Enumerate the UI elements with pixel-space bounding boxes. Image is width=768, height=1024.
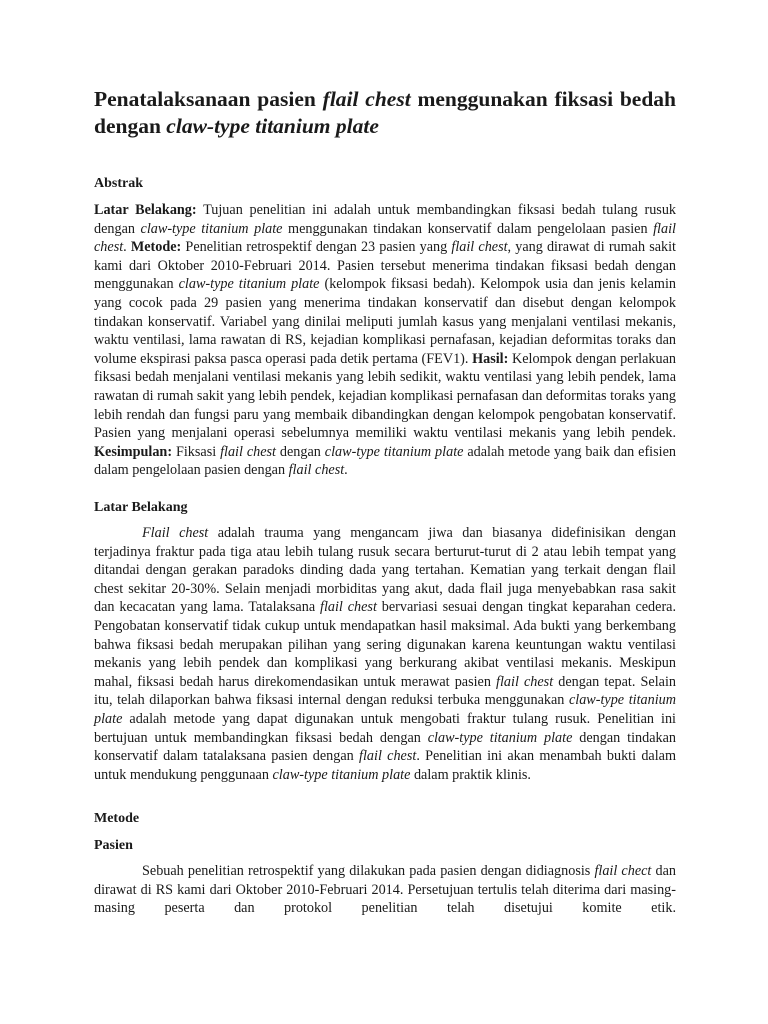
text-run: dalam praktik klinis. [410,766,531,783]
title-text-1: Penatalaksanaan pasien [94,87,323,111]
text-run: . [344,462,348,479]
text-run: dan dirawat di RS kami dari Oktober 2010-Februari 2014. Persetujuan tertulis telah diterima dari masing-masing peserta dan protokol penelitian telah disetujui komite etik. [94,863,676,917]
italic-run: Flail chest [142,525,209,541]
text-run: dengan [276,443,325,460]
abstract-paragraph [94,201,676,480]
italic-run: flail chest [320,599,377,616]
title-text-2: menggunakan fiksasi bedah dengan [94,87,677,138]
italic-run: claw-type titanium plate [272,766,411,783]
text-run: Kelompok dengan perlakuan fiksasi bedah menjalani ventilasi mekanis yang lebih sedikit, waktu ventilasi yang lebih pendek, lama rawatan di rumah sakit yang lebih pendek, kejadian komplikasi pernafasan dan deformitas toraks yang lebih rendah dan fungsi paru yang membaik dibandingkan dengan kelompok pengobatan konservatif. Pasien yang menjalani operasi sebelumnya memiliki waktu ventilasi mekanis yang lebih pendek. [94,350,677,442]
italic-run: claw-type titanium plate [94,692,676,727]
italic-run: flail chest [359,748,417,765]
italic-run: flail chest [451,239,508,256]
italic-run: flail chest [220,443,276,460]
italic-run: flail chest [496,673,554,690]
text-run: bervariasi sesuai dengan tingkat keparahan cedera. Pengobatan konservatif tidak cukup untuk mendapatkan hasil maksimal. Ada bukti yang berkembang bahwa fiksasi bedah merupakan pilihan yang sering digunakan karena keuntungan waktu ventilasi mekanis yang lebih pendek dan komplikasi yang berkurang akibat ventilasi mekanis. Meskipun mahal, fiksasi bedah harus direkomendasikan untuk merawat pasien [94,599,677,690]
background-heading: Latar Belakang [94,500,188,515]
title-italic-2: claw-type titanium plate [166,114,379,138]
text-run: . [123,239,131,256]
italic-run: flail chect [594,863,652,879]
italic-run: claw-type titanium plate [140,220,283,237]
bold-run: Metode: [130,239,182,256]
italic-run: claw-type titanium plate [427,729,573,746]
text-run: . Penelitian ini akan menambah bukti dalam untuk mendukung penggunaan [94,748,676,783]
text-run: menggunakan tindakan konservatif dalam pengelolaan pasien [282,220,654,237]
italic-run: flail chest [94,220,676,256]
text-run: Tujuan penelitian ini adalah untuk membandingkan fiksasi bedah tulang rusuk dengan [94,202,677,237]
text-run: , yang dirawat di rumah sakit kami dari Oktober 2010-Februari 2014. Pasien tersebut menerima tindakan fiksasi bedah dengan menggunakan [94,239,676,293]
background-paragraph [94,524,676,784]
italic-run: claw-type titanium plate [178,276,320,293]
text-run: Fiksasi [172,443,221,460]
text-run: adalah metode yang dapat digunakan untuk mengobati fraktur tulang rusuk. Penelitian ini bertujuan untuk membandingkan fiksasi bedah dengan [94,710,676,746]
text-run: Sebuah penelitian retrospektif yang dilakukan pada pasien dengan didiagnosis [142,863,595,879]
methods-heading: Metode [94,811,140,826]
italic-run: flail chest [288,462,345,479]
text-run: (kelompok fiksasi bedah). Kelompok usia dan jenis kelamin yang cocok pada 29 pasien yang menerima tindakan konservatif dan disebut dengan kelompok tindakan konservatif. Variabel yang dinilai meliputi jumlah kasus yang menjalani ventilasi mekanis, waktu ventilasi, lama rawatan di RS, kejadian komplikasi pernafasan, kejadian deformitas toraks dan volume ekspirasi paksa pasca operasi pada detik pertama (FEV1). [94,276,677,367]
patients-paragraph [94,862,676,918]
text-run: adalah trauma yang mengancam jiwa dan biasanya didefinisikan dengan terjadinya fraktur pada tiga atau lebih tulang rusuk secara berturut-turut di 2 atau lebih tempat yang ditandai dengan gerakan paradoks dinding dada yang tertahan. Kematian yang terkait dengan flail chest sekitar 20-30%. Selain menjadi morbiditas yang akut, dada flail juga menyebabkan rasa sakit dan kecacatan yang lama. Tatalaksana [94,525,676,616]
bold-run: Kesimpulan: [94,443,173,460]
patients-subheading: Pasien [94,838,133,853]
bold-run: Latar Belakang: [94,202,197,218]
abstract-heading: Abstrak [94,176,144,191]
paper-title [94,86,676,140]
text-run: adalah metode yang baik dan efisien dalam pengelolaan pasien dengan [94,443,676,479]
italic-run: claw-type titanium plate [324,443,464,460]
text-run: dengan tindakan konservatif dalam tatalaksana pasien dengan [94,729,677,765]
title-italic-1: flail chest [322,87,411,111]
text-run: Penelitian retrospektif dengan 23 pasien yang [181,239,452,256]
bold-run: Hasil: [472,350,509,367]
text-run: dengan tepat. Selain itu, telah dilaporkan bahwa fiksasi internal dengan reduksi terbuka menggunakan [94,673,676,709]
